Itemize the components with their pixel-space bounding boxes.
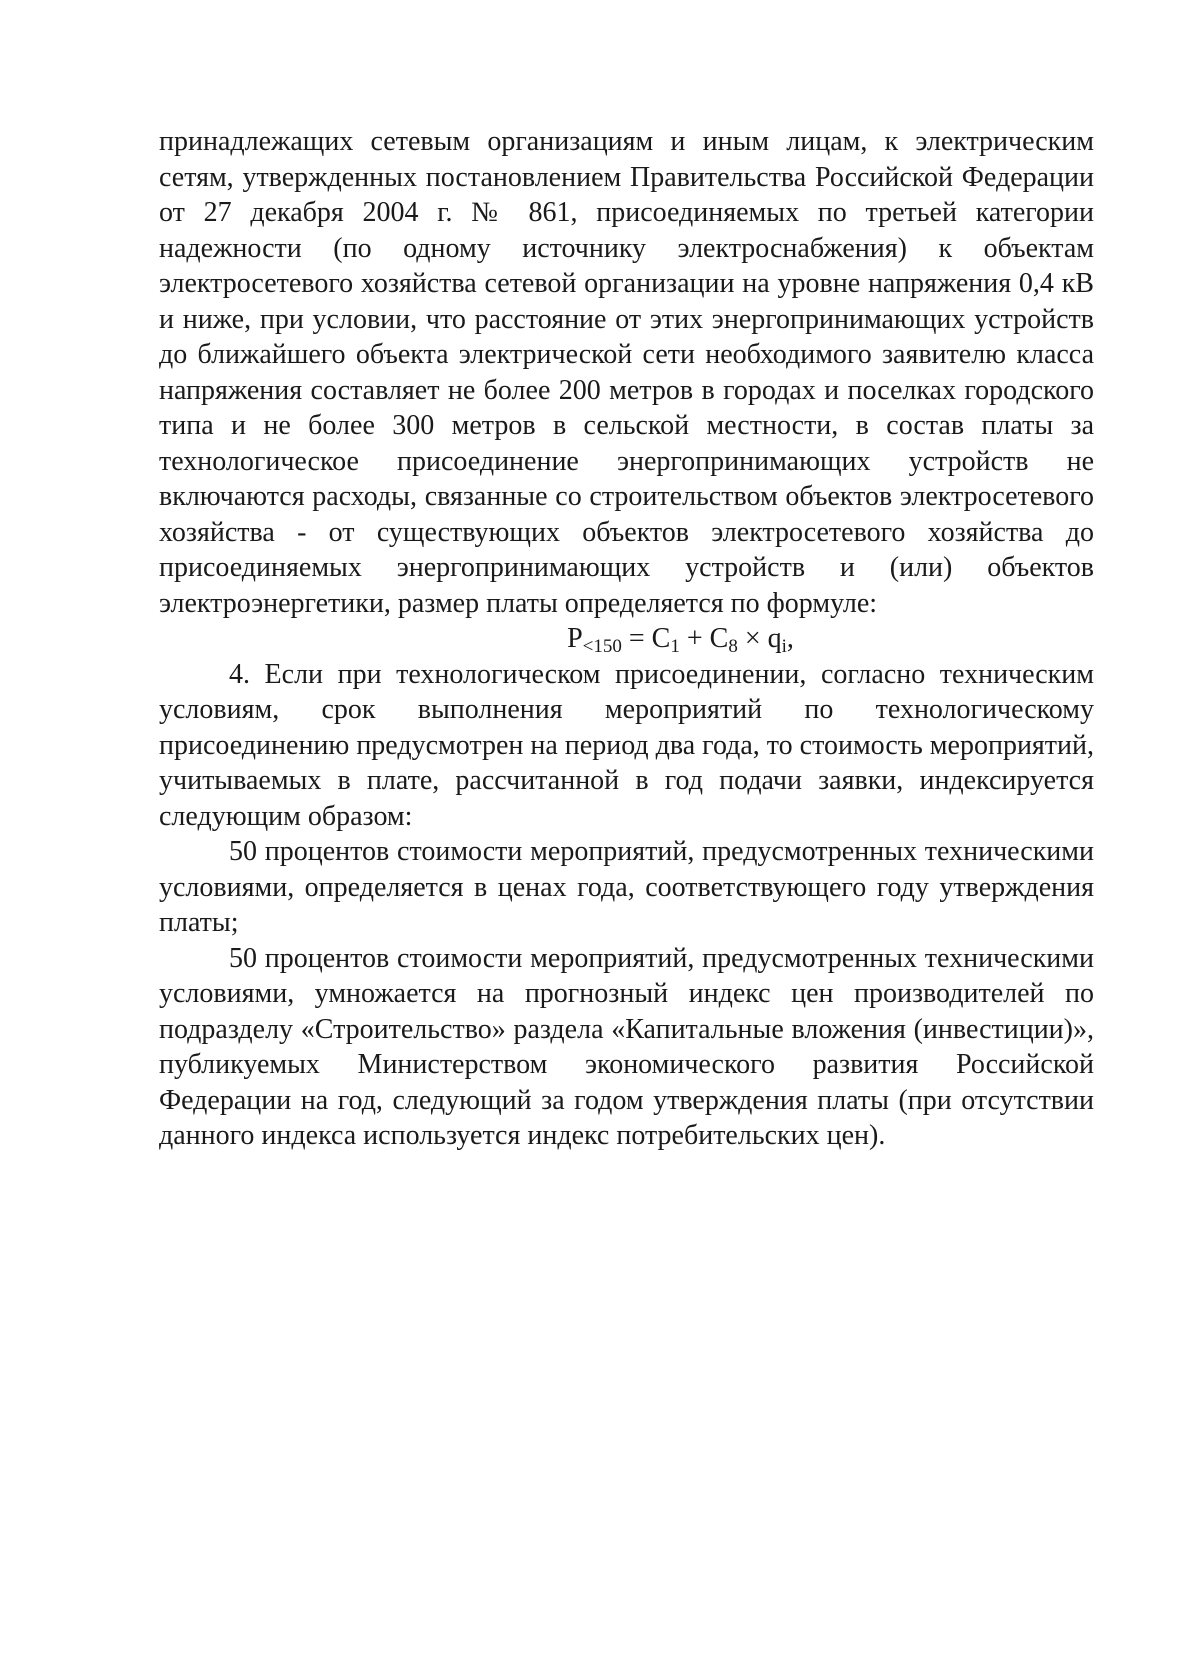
- paragraph-item-4: 4. Если при технологическом присоединении, согласно техническим условиям, срок выполнения мероприятий по технологическому присоединению предусмотрен на период два года, то стоимость мероприятий, учитываемых в плате, рассчитанной в год подачи заявки, индексируется следующим образом:: [159, 658, 1095, 832]
- formula-c8-subscript: 8: [728, 636, 738, 657]
- paragraph-continuation: принадлежащих сетевым организациям и иным лицам, к электрическим сетям, утвержденных постановлением Правительства Российской Федерации от 27 декабря 2004 г. № 861, присоединяемых по третьей категории надежности (по одному источнику электроснабжения) к объектам электросетевого хозяйства сетевой организации на уровне напряжения 0,4 кВ и ниже, при условии, что расстояние от этих энергопринимающих устройств до ближайшего объекта электрической сети необходимого заявителю класса напряжения составляет не более 200 метров в городах и поселках городского типа и не более 300 метров в сельской местности, в состав платы за технологическое присоединение энергопринимающих устройств не включаются расходы, связанные со строительством объектов электросетевого хозяйства - от существующих объектов электросетевого хозяйства до присоединяемых энергопринимающих устройств и (или) объектов электроэнергетики, размер платы определяется по формуле:: [159, 126, 1094, 619]
- paragraph-50-percent-first: 50 процентов стоимости мероприятий, предусмотренных техническими условиями, определяется в ценах года, соответствующего году утверждения платы;: [159, 836, 1094, 938]
- formula-c1-subscript: 1: [670, 636, 680, 657]
- formula: [159, 621, 1094, 657]
- formula-equals: =: [621, 623, 652, 654]
- formula-q: q: [767, 623, 782, 654]
- formula-lhs: P: [567, 623, 583, 654]
- formula-lhs-subscript: <150: [582, 636, 622, 657]
- formula-q-subscript: i: [781, 636, 787, 657]
- document-body: [159, 124, 1094, 1154]
- formula-tail: ,: [786, 623, 794, 654]
- formula-times: ×: [737, 623, 768, 654]
- paragraph-50-percent-second: 50 процентов стоимости мероприятий, предусмотренных техническими условиями, умножается на прогнозный индекс цен производителей по подразделу «Строительство» раздела «Капитальные вложения (инвестиции)», публикуемых Министерством экономического развития Российской Федерации на год, следующий за годом утверждения платы (при отсутствии данного индекса используется индекс потребительских цен).: [159, 942, 1094, 1151]
- formula-c8: C: [709, 623, 729, 654]
- formula-c1: C: [651, 623, 671, 654]
- formula-plus: +: [679, 623, 710, 654]
